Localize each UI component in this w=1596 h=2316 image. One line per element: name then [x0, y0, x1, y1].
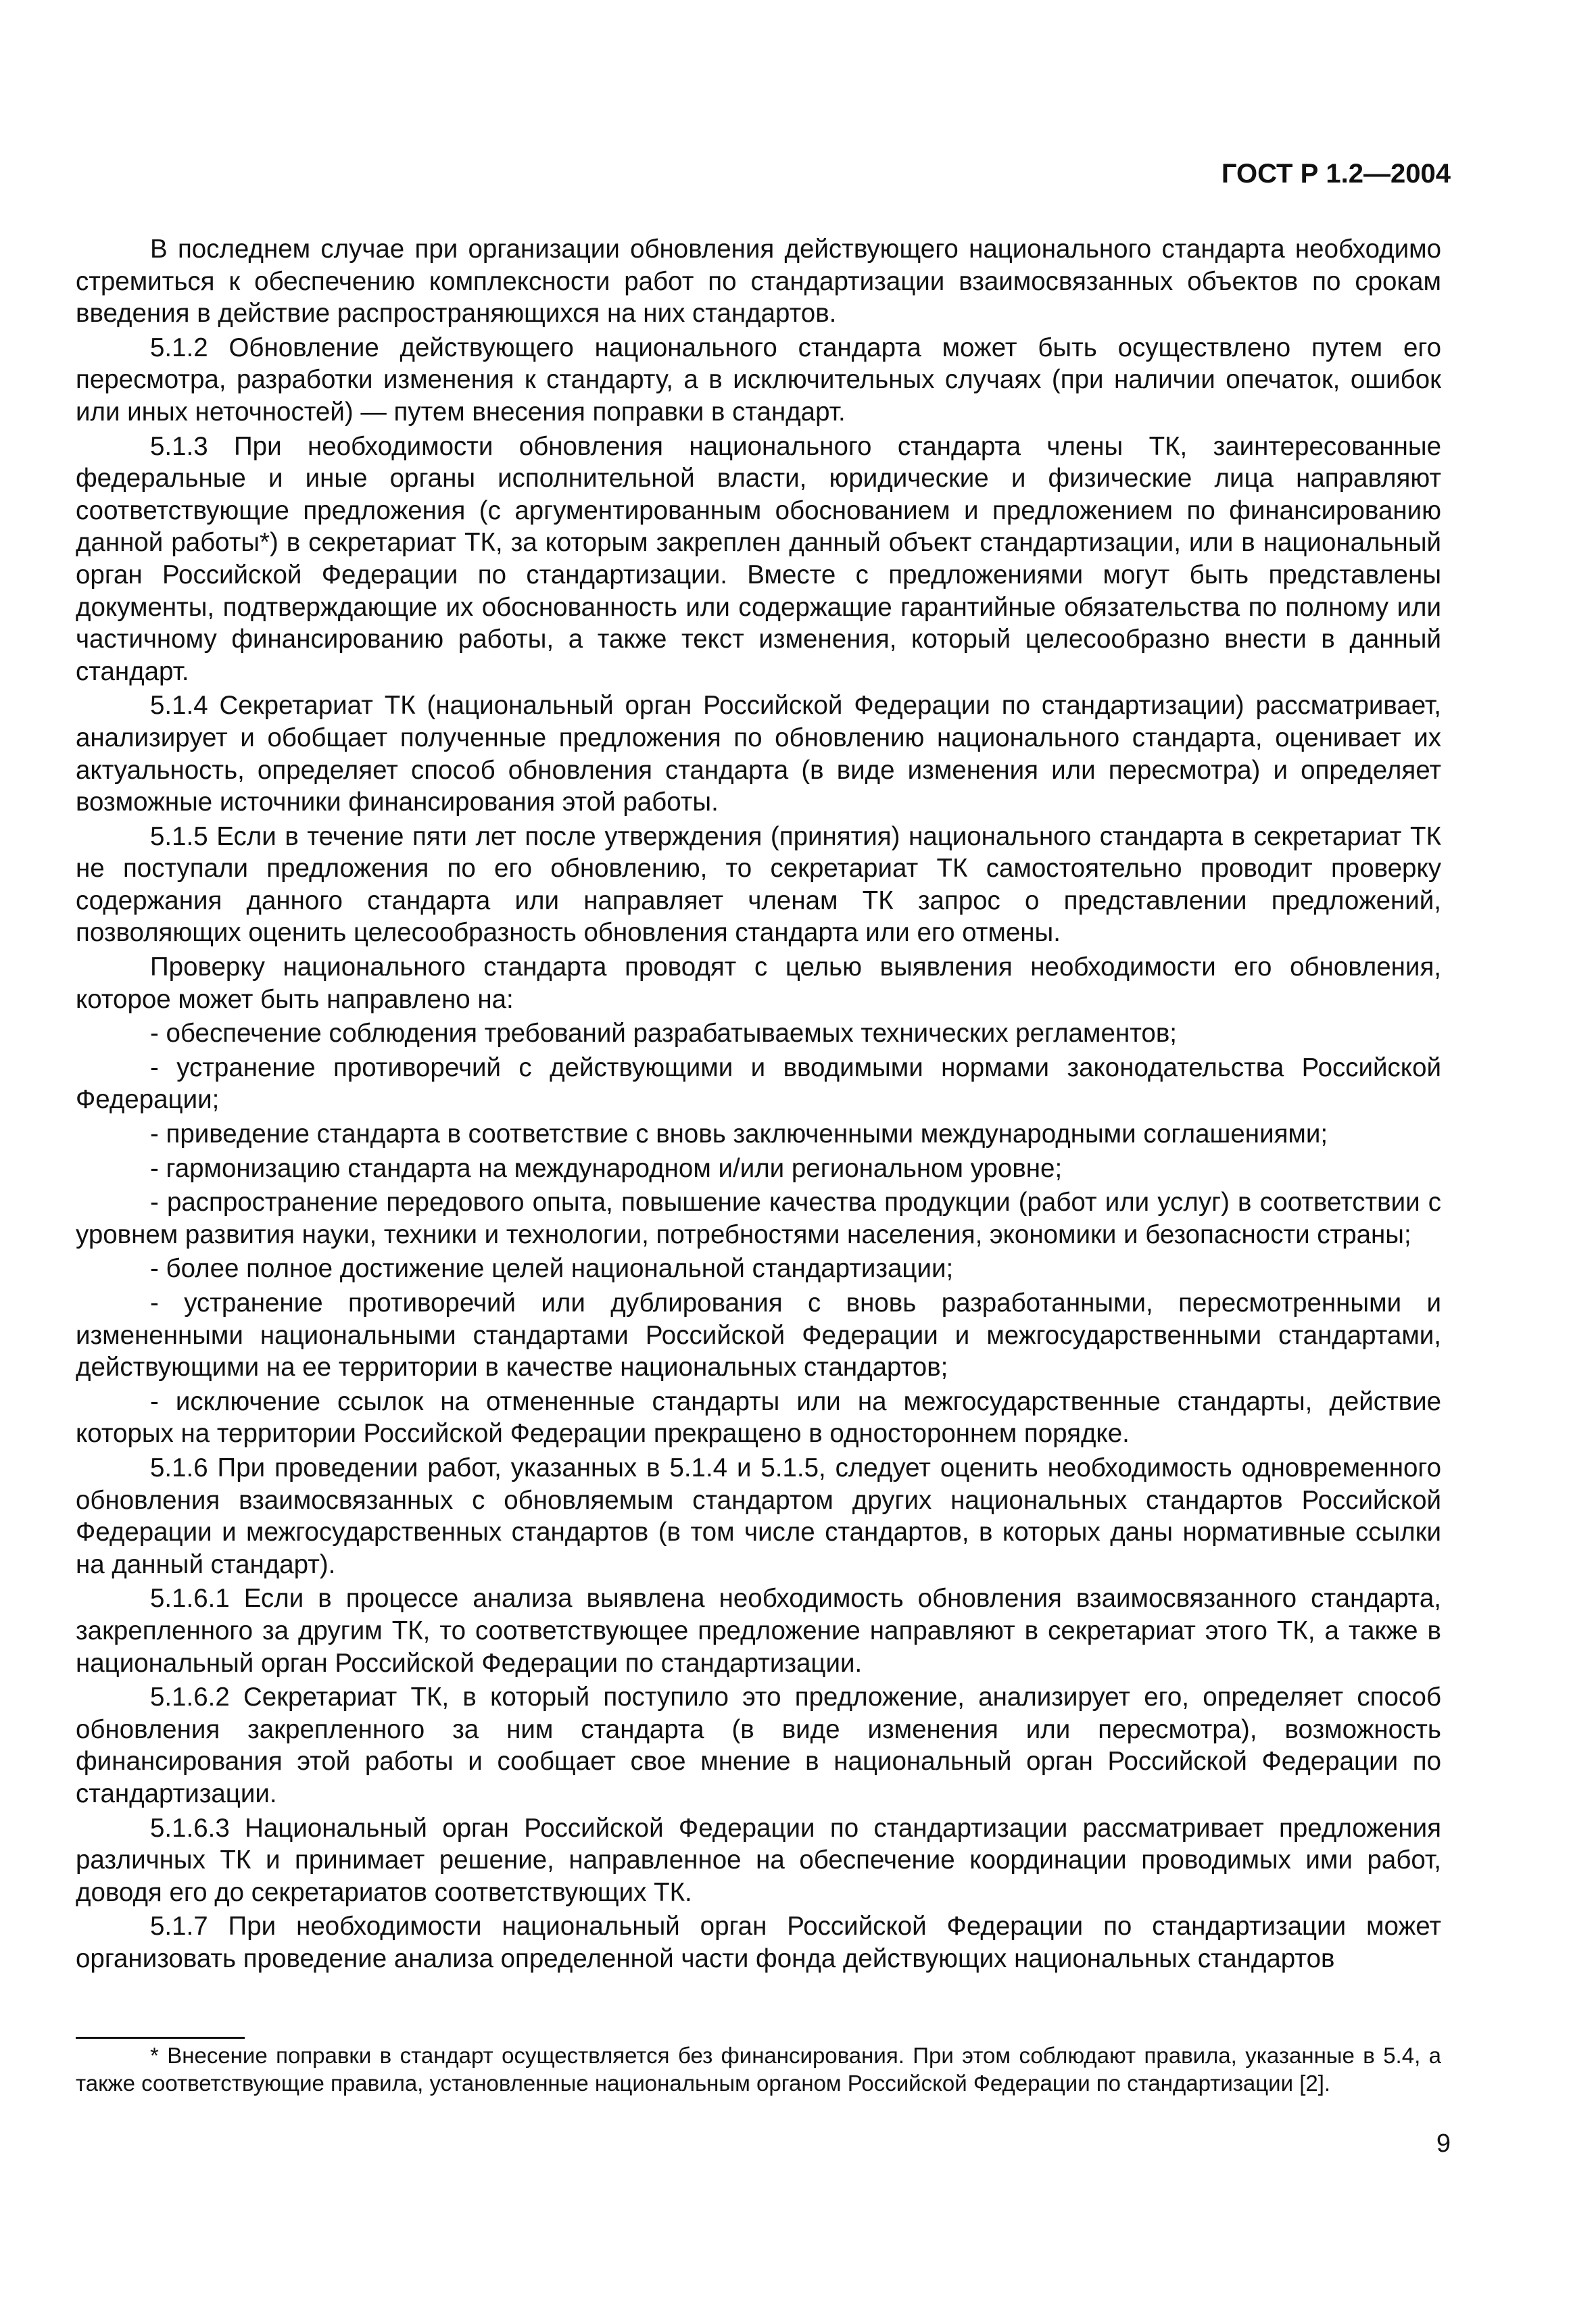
paragraph: 5.1.6.2 Секретариат ТК, в который поступило это предложение, анализирует его, определяет способ обновления закрепленного за ним стандарта (в виде изменения или пересмотра), возможность финансирования этой работы и сообщает свое мнение в национальный орган Российской Федерации по стандартизации.	[76, 1683, 1441, 1808]
footnote-divider	[76, 2037, 245, 2039]
paragraph: 5.1.6.1 Если в процессе анализа выявлена необходимость обновления взаимосвязанного стандарта, закрепленного за другим ТК, то соответствующее предложение направляют в секретариат этого ТК, а также в национальный орган Российской Федерации по стандартизации.	[76, 1584, 1441, 1678]
list-item: - распространение передового опыта, повышение качества продукции (работ или услуг) в соответствии с уровнем развития науки, техники и технологии, потребностями населения, экономики и безопасности страны;	[76, 1188, 1441, 1249]
paragraph: 5.1.6 При проведении работ, указанных в 5.1.4 и 5.1.5, следует оценить необходимость одновременного обновления взаимосвязанных с обновляемым стандартом других национальных стандартов Российской Федерации и межгосударственных стандартов (в том числе стандартов, в которых даны нормативные ссылки на данный стандарт).	[76, 1453, 1441, 1579]
paragraph: 5.1.2 Обновление действующего национального стандарта может быть осуществлено путем его пересмотра, разработки изменения к стандарту, а в исключительных случаях (при наличии опечаток, ошибок или иных неточностей) — путем внесения поправки в стандарт.	[76, 333, 1441, 427]
paragraph: 5.1.3 При необходимости обновления национального стандарта члены ТК, заинтересованные федеральные и иные органы исполнительной власти, юридические и физические лица направляют соответствующие предложения (с аргументированным обоснованием и предложением по финансированию данной работы*) в секретариат ТК, за которым закреплен данный объект стандартизации, или в национальный орган Российской Федерации по стандартизации. Вместе с предложениями могут быть представлены документы, подтверждающие их обоснованность или содержащие гарантийные обязательства по полному или частичному финансированию работы, а также текст изменения, который целесообразно внести в данный стандарт.	[76, 431, 1441, 686]
paragraph: 5.1.4 Секретариат ТК (национальный орган Российской Федерации по стандартизации) рассматривает, анализирует и обобщает полученные предложения по обновлению национального стандарта, оценивает их актуальность, определяет способ обновления стандарта (в виде изменения или пересмотра) и определяет возможные источники финансирования этой работы.	[76, 691, 1441, 817]
list-item: - гармонизацию стандарта на международном и/или региональном уровне;	[150, 1153, 1063, 1183]
list-item: - обеспечение соблюдения требований разрабатываемых технических регламентов;	[150, 1019, 1177, 1048]
page-number: 9	[1436, 2129, 1451, 2158]
list-item: - устранение противоречий или дублирования с вновь разработанными, пересмотренными и измененными национальными стандартами Российской Федерации и межгосударственными стандартами, действующими на ее территории в качестве национальных стандартов;	[76, 1288, 1441, 1382]
footnote: * Внесение поправки в стандарт осуществляется без финансирования. При этом соблюдают правила, указанные в 5.4, а также соответствующие правила, установленные национальным органом Российской Федерации по стандартизации [2].	[76, 2043, 1441, 2096]
document-header: ГОСТ Р 1.2—2004	[1221, 159, 1451, 189]
document-body	[76, 233, 1441, 1977]
list-item: - приведение стандарта в соответствие с вновь заключенными международными соглашениями;	[150, 1119, 1328, 1149]
paragraph: Проверку национального стандарта проводят с целью выявления необходимости его обновления, которое может быть направлено на:	[76, 952, 1441, 1014]
list-item: - исключение ссылок на отмененные стандарты или на межгосударственные стандарты, действие которых на территории Российской Федерации прекращено в одностороннем порядке.	[76, 1386, 1441, 1449]
list-item: - устранение противоречий с действующими и вводимыми нормами законодательства Российской Федерации;	[76, 1053, 1441, 1115]
paragraph: 5.1.7 При необходимости национальный орган Российской Федерации по стандартизации может организовать проведение анализа определенной части фонда действующих национальных стандартов	[76, 1912, 1441, 1973]
list-item: - более полное достижение целей национальной стандартизации;	[150, 1254, 954, 1284]
paragraph: 5.1.5 Если в течение пяти лет после утверждения (принятия) национального стандарта в секретариат ТК не поступали предложения по его обновлению, то секретариат ТК самостоятельно проводит проверку содержания данного стандарта или направляет членам ТК запрос о представлении предложений, позволяющих оценить целесообразность обновления стандарта или его отмены.	[76, 821, 1441, 948]
paragraph: 5.1.6.3 Национальный орган Российской Федерации по стандартизации рассматривает предложения различных ТК и принимает решение, направленное на обеспечение координации проводимых ими работ, доводя его до секретариатов соответствующих ТК.	[76, 1813, 1441, 1907]
paragraph: В последнем случае при организации обновления действующего национального стандарта необходимо стремиться к обеспечению комплексности работ по стандартизации взаимосвязанных объектов по срокам введения в действие распространяющихся на них стандартов.	[76, 235, 1441, 329]
